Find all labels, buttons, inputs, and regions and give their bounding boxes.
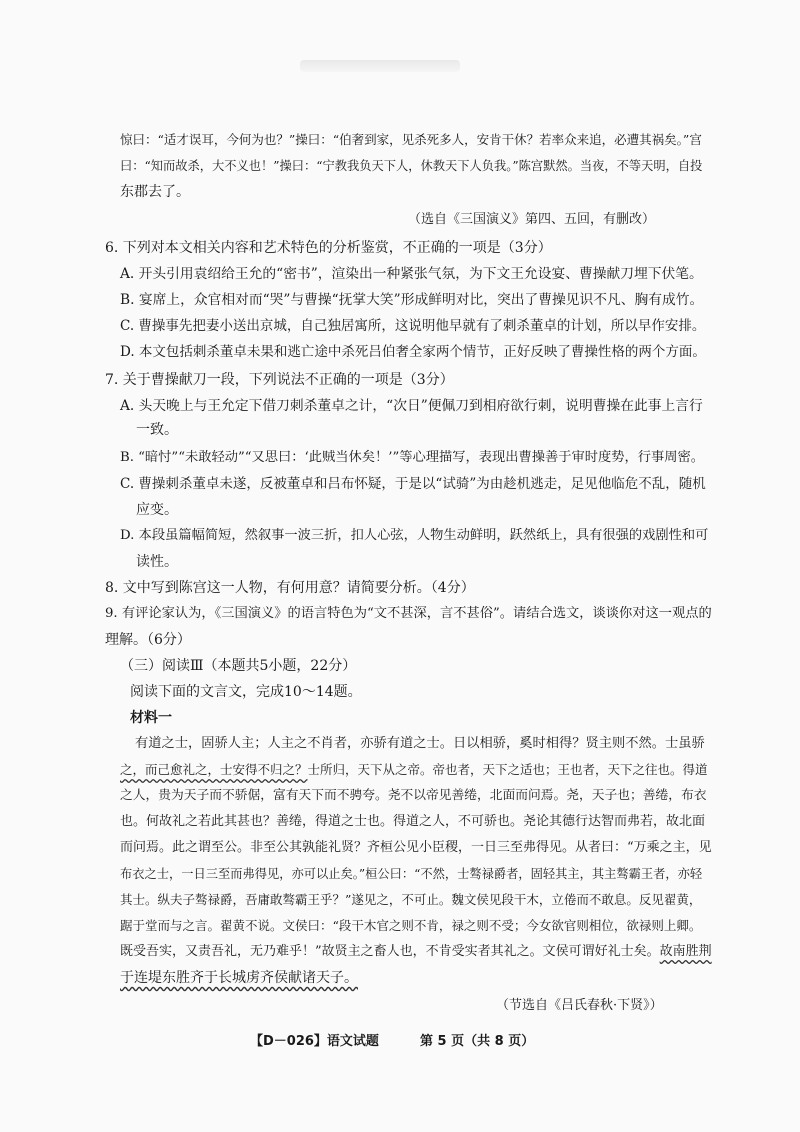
passage-line: 惊曰：“适才误耳，今何为也？”操曰：“伯奢到家，见杀死多人，安肯干休？若率众来追，必遭其祸矣。”宫: [120, 132, 702, 147]
question-7-option-d: D. 本段虽篇幅简短，然叙事一波三折，扣人心弦，人物生动鲜明，跃然纸上，具有很强的戏剧性和可: [120, 528, 709, 543]
classical-text-line: 其士。纵夫子骜禄爵，吾庸敢骜霸王乎？”遂见之，不可止。魏文侯见段干木，立倦而不敢息。反见翟黄，: [120, 892, 702, 907]
question-6-option-b: B. 宴席上，众官相对而“哭”与曹操“抚掌大笑”形成鲜明对比，突出了曹操见识不凡、胸有成竹。: [120, 292, 704, 308]
classical-text-line: 布衣之士，一日三至而弗得见，亦可以止矣。”桓公曰：“不然，士骜禄爵者，固轻其主，其主骜霸王者，亦轻: [120, 867, 703, 881]
question-7-stem: 7. 关于曹操献刀一段，下列说法不正确的一项是（3分）: [105, 372, 454, 388]
source-citation: （选自《三国演义》第四、五回，有删改）: [408, 212, 656, 227]
classical-text-line: [120, 942, 712, 962]
material-title: 材料一: [130, 710, 172, 726]
question-7-option-c-cont: 应变。: [136, 502, 178, 518]
question-6-option-a: A. 开头引用袁绍给王允的“密书”，渲染出一种紧张气氛，为下文王允设宴、曹操献刀埋下伏笔。: [120, 266, 703, 282]
question-7-option-c: C. 曹操刺杀董卓未遂，反被董卓和吕布怀疑，于是以“试骑”为由趁机逃走，足见他临危不乱，随机: [120, 476, 706, 492]
classical-text-line: 有道之士，固骄人主；人主之不肖者，亦骄有道之士。日以相骄，奚时相得？贤主则不然。士虽骄: [135, 736, 705, 751]
underlined-sentence: 故南胜荆: [659, 944, 712, 959]
question-6-option-c: C. 曹操事先把妻小送出京城，自己独居寓所，这说明他早就有了刺杀董卓的计划，所以早作安排。: [120, 318, 706, 334]
classical-text-line: [120, 760, 708, 780]
bleed-through-mark: [300, 60, 460, 72]
question-7-option-d-cont: 读性。: [136, 554, 178, 570]
source-citation: （节选自《吕氏春秋·下贤》）: [496, 998, 663, 1013]
question-7-option-a-cont: 一致。: [136, 422, 178, 438]
passage-line: 东郡去了。: [120, 184, 190, 200]
question-9: 9. 有评论家认为，《三国演义》的语言特色为“文不甚深，言不甚俗”。请结合选文，谈谈你对这一观点的: [105, 606, 712, 621]
underlined-sentence: 于连堤东胜齐于长城虏齐侯献诸天子。: [120, 970, 358, 986]
classical-text-line: 之人，贵为天子而不骄倨，富有天下而不骋夸。尧不以帝见善绻，北面而问焉。尧，天子也；善绻，布衣: [120, 788, 707, 803]
classical-text-line: 而问焉。此之谓至公。非至公其孰能礼贤？齐桓公见小臣稷，一日三至弗得见。从者曰：“万乘之主，见: [120, 840, 712, 855]
section-header: （三）阅读Ⅲ（本题共5小题，22分）: [120, 658, 357, 674]
question-8: 8. 文中写到陈宫这一人物，有何用意？请简要分析。（4分）: [105, 580, 475, 596]
footer-page-number: 第 5 页（共 8 页）: [420, 1034, 535, 1049]
instruction: 阅读下面的文言文，完成10～14题。: [130, 684, 362, 700]
passage-line: 曰：“知而故杀，大不义也！”操曰：“宁教我负天下人，休教天下人负我。”陈宫默然。当夜，不等天明，自投: [120, 159, 703, 173]
classical-text-line: 也。何故礼之若此其甚也？善绻，得道之士也。得道之人，不可骄也。尧论其德行达智而弗若，故北面: [120, 814, 706, 829]
question-7-option-b: B. “暗忖”“未敢轻动”“又思曰：‘此贼当休矣！’”等心理描写，表现出曹操善于审时度势，行事周密。: [120, 450, 704, 465]
footer-exam-code: 【D－026】语文试题: [250, 1034, 379, 1049]
classical-text-line: 踞于堂而与之言。翟黄不说。文侯曰：“段干木官之则不肯，禄之则不受；今女欲官则相位，欲禄则上卿。: [120, 918, 702, 933]
classical-text-line: [120, 968, 358, 988]
classical-text-fragment: 士所归，天下从之帝。帝也者，天下之适也；王也者，天下之往也。得道: [307, 762, 708, 777]
classical-text-fragment: 既受吾实，又责吾礼，无乃难乎！”故贤主之畜人也，不肯受实者其礼之。文侯可谓好礼士矣。: [120, 944, 660, 959]
question-6-stem: 6. 下列对本文相关内容和艺术特色的分析鉴赏，不正确的一项是（3分）: [105, 240, 552, 256]
underlined-sentence: 之，而己愈礼之，士安得不归之？: [120, 762, 308, 777]
question-7-option-a: A. 头天晚上与王允定下借刀刺杀董卓之计，“次日”便佩刀到相府欲行刺，说明曹操在此事上言行: [120, 398, 703, 414]
question-9-cont: 理解。（6分）: [105, 632, 191, 648]
question-6-option-d: D. 本文包括刺杀董卓未果和逃亡途中杀死吕伯奢全家两个情节，正好反映了曹操性格的两个方面。: [120, 344, 706, 360]
